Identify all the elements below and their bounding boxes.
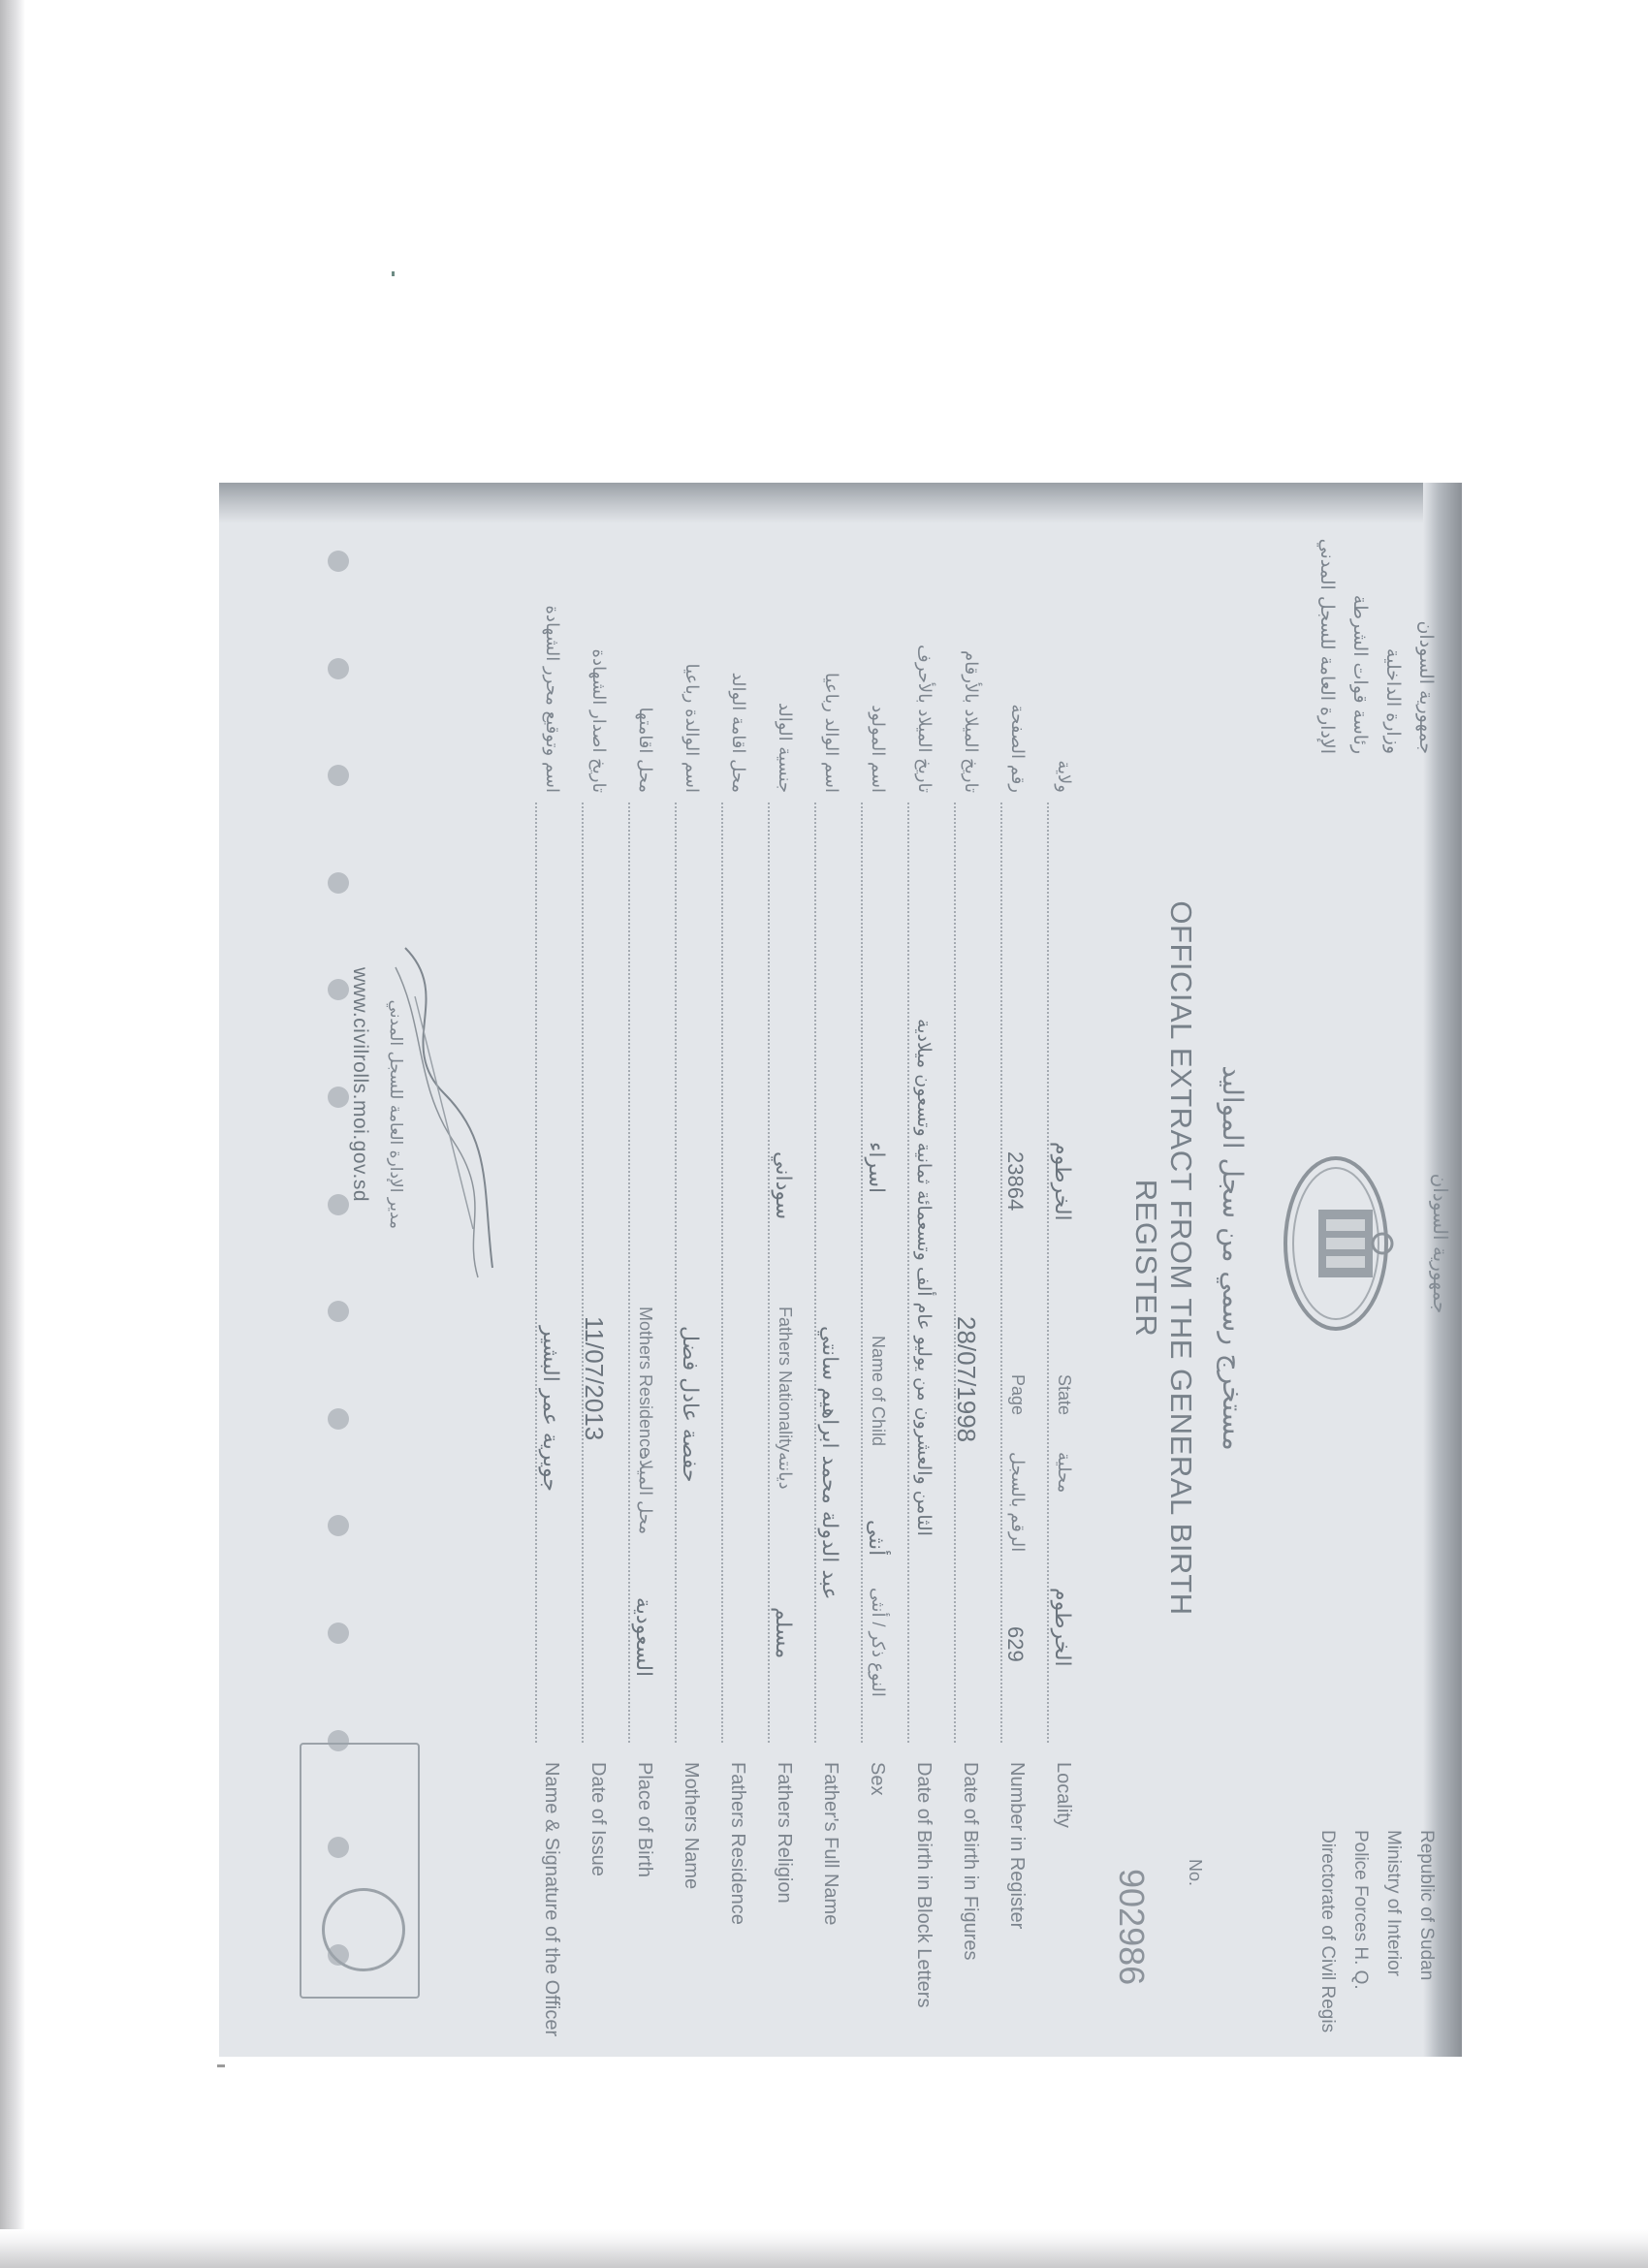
state-label: State <box>1055 1374 1074 1416</box>
number-label: No. <box>1186 1859 1205 1887</box>
sex-label-ar: النوع ذكر / أنثى <box>869 1588 888 1697</box>
field-label-ar: اسم الوالد رباعيا <box>821 672 841 793</box>
field-label: Date of Birth in Figures <box>960 1762 981 1961</box>
row-dob-letters <box>896 521 935 2014</box>
register-number: 629 <box>1003 1626 1028 1662</box>
locality-label-ar: محلية <box>1055 1452 1074 1494</box>
place-of-birth-value: السعودية <box>631 1597 655 1678</box>
row-locality <box>1035 521 1074 2014</box>
header-arabic <box>1311 521 1442 754</box>
row-father-name <box>803 521 841 2014</box>
religion-value: مسلم <box>771 1607 795 1659</box>
header-line: وزارة الداخلية <box>1382 647 1404 754</box>
row-father-religion <box>756 521 795 2014</box>
state-value: الخرطوم <box>1050 1142 1074 1221</box>
place-of-birth-label-ar: محل الميلاد <box>636 1452 655 1534</box>
nationality-value: سوداني <box>771 1151 795 1220</box>
emblem-calligraphy: جمهورية السودان <box>1429 1173 1452 1314</box>
website-url: www.civilrolls.moi.gov.sd <box>349 967 371 1202</box>
field-label-ar: اسم الوالدة رباعيا <box>681 663 702 793</box>
dotted-line <box>768 803 770 1743</box>
field-label: Date of Issue <box>587 1762 609 1876</box>
serial-number: 902986 <box>1112 1869 1152 1986</box>
header-line: رئاسة قوات الشرطة <box>1349 594 1371 754</box>
mother-residence-label: Mothers Residence <box>636 1307 655 1458</box>
register-label-ar: الرقم بالسجل <box>1008 1452 1028 1553</box>
dotted-line <box>721 803 723 1743</box>
row-mother-name <box>663 521 702 2014</box>
birth-certificate <box>219 483 1462 2057</box>
mother-name-value: حفصة عادل فضل <box>678 1326 702 1483</box>
certificate-photo <box>219 483 1462 2057</box>
field-label: Fathers Residence <box>727 1762 748 1925</box>
mother-residence-label-ar: محل اقامتها <box>635 707 655 793</box>
row-dob-figures <box>942 521 981 2014</box>
dotted-line <box>1000 803 1002 1743</box>
dotted-line <box>1047 803 1049 1743</box>
father-name-value: عبد الدولة محمد ابراهيم سانتي <box>817 1326 841 1600</box>
row-register <box>989 521 1028 2014</box>
field-label-ar: تاريخ الميلاد بالأرقام <box>961 649 981 793</box>
field-label: Fathers Religion <box>774 1762 795 1904</box>
title-arabic: مستخرج رسمي من سجل المواليد <box>1217 1065 1249 1451</box>
signature-caption: مدير الإدارة العامة للسجل المدني <box>386 999 405 1229</box>
scan-edge-left <box>0 0 25 2268</box>
dotted-line <box>814 803 816 1743</box>
page-label-ar: رقم الصفحة <box>1007 704 1028 793</box>
header-line: Directorate of Civil Regis <box>1317 1830 1338 2033</box>
perforation-hole <box>328 1408 349 1430</box>
field-label: Sex <box>867 1762 888 1796</box>
child-name-label-ar: اسم المولود <box>868 705 888 793</box>
child-name-label: Name of Child <box>869 1336 888 1447</box>
field-label-ar: اسم وتوقيع محرر الشهادة <box>542 605 562 793</box>
field-label-ar: تاريخ اصدار الشهادة <box>588 648 609 793</box>
header-line: Police Forces H. Q. <box>1350 1830 1371 1990</box>
locality-value: الخرطوم <box>1050 1588 1074 1667</box>
field-label: Place of Birth <box>634 1762 655 1877</box>
field-label: Mothers Name <box>681 1762 702 1890</box>
perforation-hole <box>328 872 349 894</box>
nationality-label-ar: جنسية الوالد <box>775 702 795 793</box>
header-line: الإدارة العامة للسجل المدني <box>1316 538 1338 754</box>
row-officer <box>523 521 562 2037</box>
date-of-issue-value: 11/07/2013 <box>580 1316 609 1441</box>
field-label: Locality <box>1053 1762 1074 1828</box>
row-father-residence <box>710 521 748 2014</box>
page-label: Page <box>1008 1374 1028 1416</box>
nationality-label: Fathers Nationality <box>776 1307 795 1453</box>
dob-figures-value: 28/07/1998 <box>952 1316 981 1443</box>
scan-artifact <box>392 271 395 276</box>
field-label: Father's Full Name <box>820 1762 841 1926</box>
field-label-ar: محل اقامة الوالد <box>728 672 748 793</box>
perforation-hole <box>328 1515 349 1536</box>
perforation-hole <box>328 765 349 786</box>
scan-edge-bottom <box>0 2229 1648 2268</box>
state-label-ar: ولاية <box>1054 760 1074 793</box>
header-line: Republic of Sudan <box>1416 1830 1437 1981</box>
perforation-hole <box>328 1301 349 1322</box>
field-label: Number in Register <box>1006 1762 1028 1930</box>
document-title: OFFICIAL EXTRACT FROM THE GENERAL BIRTH REGISTER <box>1129 900 1198 1616</box>
header-line: Ministry of Interior <box>1383 1830 1404 1976</box>
officer-value: جويرية عمر البشير <box>538 1326 562 1492</box>
perforation-hole <box>328 1087 349 1108</box>
perforation-hole <box>328 1622 349 1644</box>
header-english <box>1311 1830 1442 2043</box>
dotted-line <box>628 803 630 1743</box>
perforation-hole <box>328 1194 349 1215</box>
dotted-line <box>907 803 909 1743</box>
field-label: Name & Signature of the Officer <box>541 1762 562 2037</box>
dotted-line <box>861 803 863 1743</box>
row-sex-name <box>849 521 888 2014</box>
dotted-line <box>582 803 584 1743</box>
seal-stamp <box>322 1888 405 1971</box>
row-date-of-issue <box>570 521 609 2014</box>
perforation-hole <box>328 658 349 679</box>
dotted-line <box>954 803 956 1743</box>
child-name-value: اسراء <box>864 1142 888 1194</box>
dob-letters-value: الثامن والعشرون من يوليو عام ألف وتسعمائة ثمانية وتسعون ميلادية <box>913 1019 935 1536</box>
perforation-hole <box>328 979 349 1000</box>
scan-artifact <box>217 2064 225 2067</box>
page-number: 23864 <box>1003 1151 1028 1212</box>
sex-value: أنثى <box>864 1520 888 1557</box>
dotted-line <box>675 803 677 1743</box>
religion-label-ar: ديانته <box>776 1452 795 1490</box>
row-place-of-birth <box>617 521 655 2014</box>
dotted-line <box>535 803 537 1743</box>
field-label-ar: تاريخ الميلاد بالأحرف <box>914 645 935 793</box>
header-line: جمهورية السودان <box>1415 620 1437 754</box>
perforation-hole <box>328 551 349 572</box>
field-label: Date of Birth in Block Letters <box>913 1762 935 2008</box>
national-emblem <box>1278 1151 1423 1336</box>
